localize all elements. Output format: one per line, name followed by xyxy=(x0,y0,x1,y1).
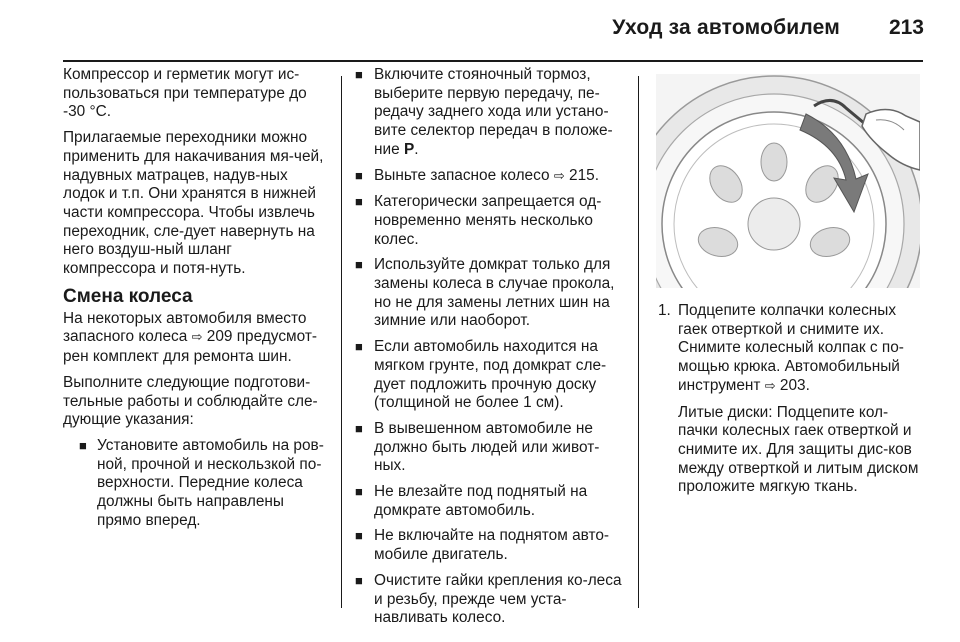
bullet-icon: ■ xyxy=(355,67,363,82)
list-item xyxy=(355,66,625,160)
list-item-text: Используйте домкрат только для замены колеса в случае прокола, но не для замены летних шин на зимние или наоборот. xyxy=(374,256,615,330)
alloy-wheels-note: Литые диски: Подцепите кол-пачки колесных гаек отверткой и снимите их. Для защиты дис-ков между отверткой и литым диском проложите мягкую ткань. xyxy=(678,403,919,496)
page-reference-icon: ⇨ xyxy=(764,378,776,394)
list-item-text: Установите автомобиль на ров-ной, прочной и нескользкой по-верхности. Передние колеса должны быть направлены прямо вперед. xyxy=(97,436,324,529)
page-reference-icon: ⇨ xyxy=(191,330,203,346)
list-item xyxy=(355,338,625,413)
column-left xyxy=(63,66,325,537)
column-divider-left xyxy=(341,76,342,608)
column-right xyxy=(658,302,922,497)
bullet-icon: ■ xyxy=(79,437,87,453)
compressor-temperature-paragraph: Компрессор и герметик могут ис-пользоваться при температуре до -30 °C. xyxy=(63,66,307,121)
list-item xyxy=(355,256,625,331)
list-item xyxy=(355,167,625,187)
bullet-icon: ■ xyxy=(355,484,363,500)
adapters-paragraph: Прилагаемые переходники можно применить для накачивания мя-чей, надувных матрацев, надув-ных лодок и т.п. Они хранятся в нижней части компрессора. Чтобы извлечь переходник, сле-дует навернуть на него воздуш-ный шланг компрессора и потя-нуть. xyxy=(63,129,324,278)
repair-kit-text-end: 209 предусмот-рен комплект для ремонта шин. xyxy=(63,328,318,366)
column-middle xyxy=(355,66,625,635)
list-item-text-tail: . xyxy=(414,140,419,158)
bullet-icon: ■ xyxy=(355,339,363,355)
bullet-icon: ■ xyxy=(355,572,363,588)
bullet-icon: ■ xyxy=(355,420,363,436)
list-item xyxy=(355,572,625,628)
list-item-text: Категорически запрещается од-новременно менять несколько колес. xyxy=(374,193,602,248)
list-item xyxy=(355,193,625,249)
header-rule xyxy=(63,60,923,62)
repair-kit-text-start: На некоторых автомобиля вместо запасного колеса xyxy=(63,309,307,346)
repair-kit-paragraph xyxy=(63,310,325,367)
list-item-text: Включите стояночный тормоз, выберите первую передачу, пе-редачу заднего хода или устано-вите селектор передач в положе-ние xyxy=(374,66,613,158)
bullet-icon: ■ xyxy=(355,167,363,183)
list-item xyxy=(355,483,625,520)
list-item-text: Очистите гайки крепления ко-леса и резьбу, прежде чем уста-навливать колесо. xyxy=(374,571,622,627)
step-text-tail: 203. xyxy=(775,376,810,394)
list-item-text: В вывешенном автомобиле не должно быть людей или живот-ных. xyxy=(374,419,600,475)
preparation-paragraph: Выполните следующие подготови-тельные работы и соблюдайте сле-дующие указания: xyxy=(63,373,318,429)
header-title: Уход за автомобилем xyxy=(612,16,840,39)
bullet-icon: ■ xyxy=(355,194,363,210)
list-item-text: Не влезайте под поднятый на домкрате автомобиль. xyxy=(374,483,588,519)
column-divider-right xyxy=(638,76,639,608)
list-item-text-tail: 215. xyxy=(564,166,599,184)
step-1 xyxy=(658,302,922,397)
list-item-text: Выньте запасное колесо xyxy=(374,166,554,184)
bullet-icon: ■ xyxy=(355,257,363,273)
list-item-text: Если автомобиль находится на мягком грунте, под домкрат сле-дует подложить прочную доску (толщиной не более 1 см). xyxy=(374,338,607,412)
preparation-list-middle xyxy=(355,66,625,628)
gear-position-label: P xyxy=(403,140,415,158)
list-item xyxy=(63,437,325,531)
list-item xyxy=(355,527,625,564)
page-number: 213 xyxy=(888,16,924,39)
list-item xyxy=(355,420,625,476)
list-item-text: Не включайте на поднятом авто-мобиле двигатель. xyxy=(374,527,610,564)
page-reference-icon: ⇨ xyxy=(553,168,565,184)
preparation-list-left xyxy=(63,437,325,531)
step-text: Подцепите колпачки колесных гаек отверткой и снимите их. Снимите колесный колпак с по-мощью крюка. Автомобильный инструмент xyxy=(678,302,904,394)
wheel-cover-removal-illustration xyxy=(656,74,920,288)
step-number: 1. xyxy=(658,302,671,319)
bullet-icon: ■ xyxy=(355,528,363,544)
section-heading: Смена колеса xyxy=(63,285,193,307)
